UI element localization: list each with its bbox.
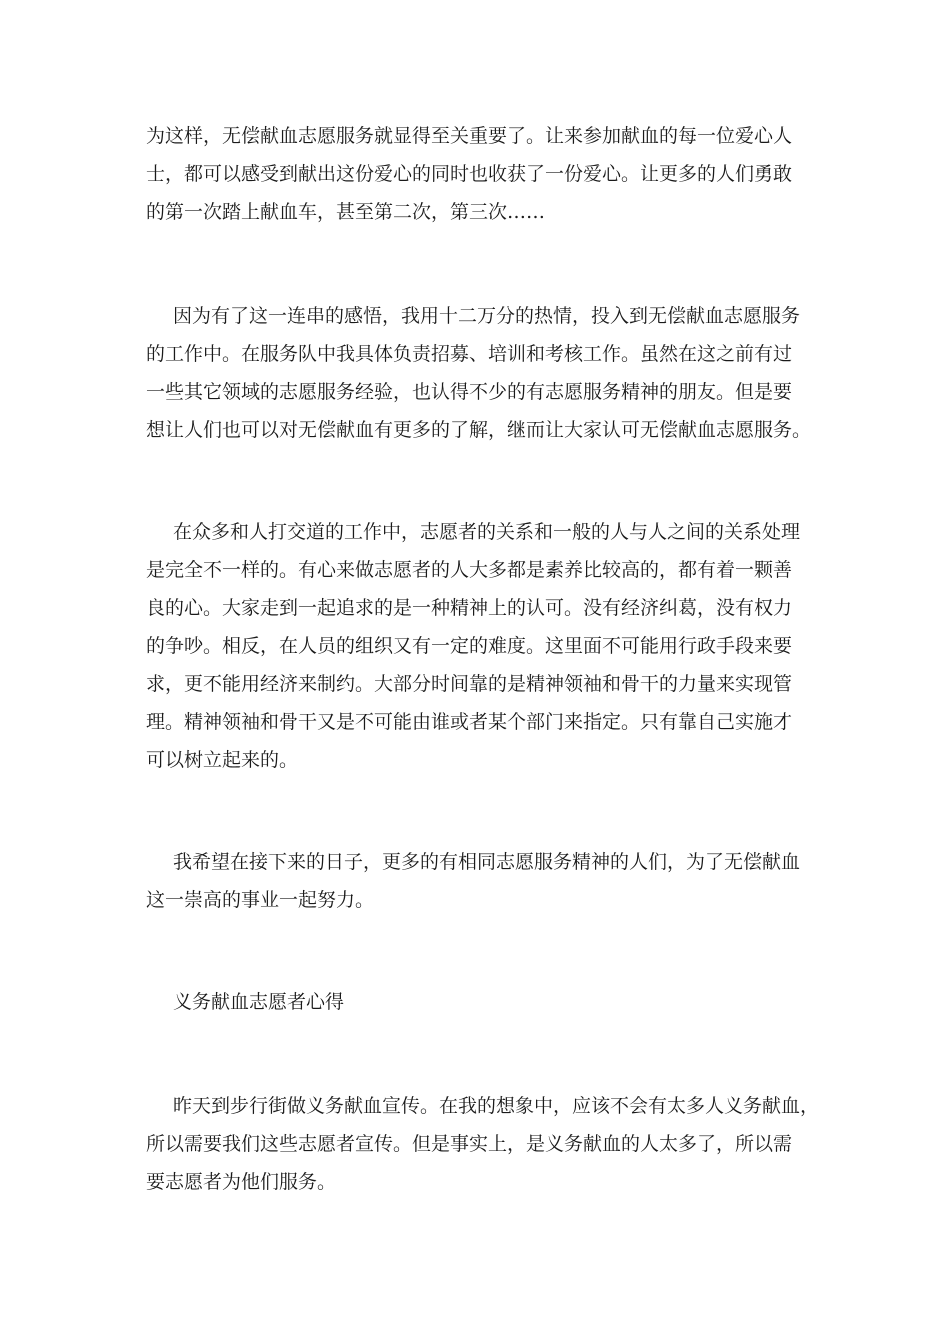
paragraph-5-line-3: 要志愿者为他们服务。	[146, 1171, 337, 1193]
paragraph-3-line-6: 理。精神领袖和骨干又是不可能由谁或者某个部门来指定。只有靠自己实施才	[146, 711, 793, 733]
paragraph-1-line-1: 为这样，无偿献血志愿服务就显得至关重要了。让来参加献血的每一位爱心人	[146, 125, 793, 147]
paragraph-2-line-4: 想让人们也可以对无偿献血有更多的了解，继而让大家认可无偿献血志愿服务。	[146, 419, 812, 441]
paragraph-3-line-5: 求，更不能用经济来制约。大部分时间靠的是精神领袖和骨干的力量来实现管	[146, 673, 793, 695]
paragraph-4-line-2: 这一崇高的事业一起努力。	[146, 889, 375, 911]
paragraph-2-line-3: 一些其它领域的志愿服务经验，也认得不少的有志愿服务精神的朋友。但是要	[146, 381, 793, 403]
paragraph-1-line-3: 的第一次踏上献血车，甚至第二次，第三次……	[146, 201, 546, 223]
paragraph-2-line-1: 因为有了这一连串的感悟，我用十二万分的热情，投入到无偿献血志愿服务	[173, 305, 801, 327]
paragraph-3-line-1: 在众多和人打交道的工作中，志愿者的关系和一般的人与人之间的关系处理	[173, 521, 801, 543]
paragraph-3-line-7: 可以树立起来的。	[146, 749, 299, 771]
paragraph-3-line-4: 的争吵。相反，在人员的组织又有一定的难度。这里面不可能用行政手段来要	[146, 635, 793, 657]
paragraph-2-line-2: 的工作中。在服务队中我具体负责招募、培训和考核工作。虽然在这之前有过	[146, 343, 793, 365]
paragraph-3-line-2: 是完全不一样的。有心来做志愿者的人大多都是素养比较高的，都有着一颗善	[146, 559, 793, 581]
paragraph-4-line-1: 我希望在接下来的日子，更多的有相同志愿服务精神的人们，为了无偿献血	[173, 851, 801, 873]
section-heading: 义务献血志愿者心得	[173, 991, 345, 1013]
paragraph-1-line-2: 士，都可以感受到献出这份爱心的同时也收获了一份爱心。让更多的人们勇敢	[146, 163, 793, 185]
paragraph-3-line-3: 良的心。大家走到一起追求的是一种精神上的认可。没有经济纠葛，没有权力	[146, 597, 793, 619]
paragraph-5-line-1: 昨天到步行街做义务献血宣传。在我的想象中，应该不会有太多人义务献血，	[173, 1095, 820, 1117]
paragraph-5-line-2: 所以需要我们这些志愿者宣传。但是事实上，是义务献血的人太多了，所以需	[146, 1133, 793, 1155]
